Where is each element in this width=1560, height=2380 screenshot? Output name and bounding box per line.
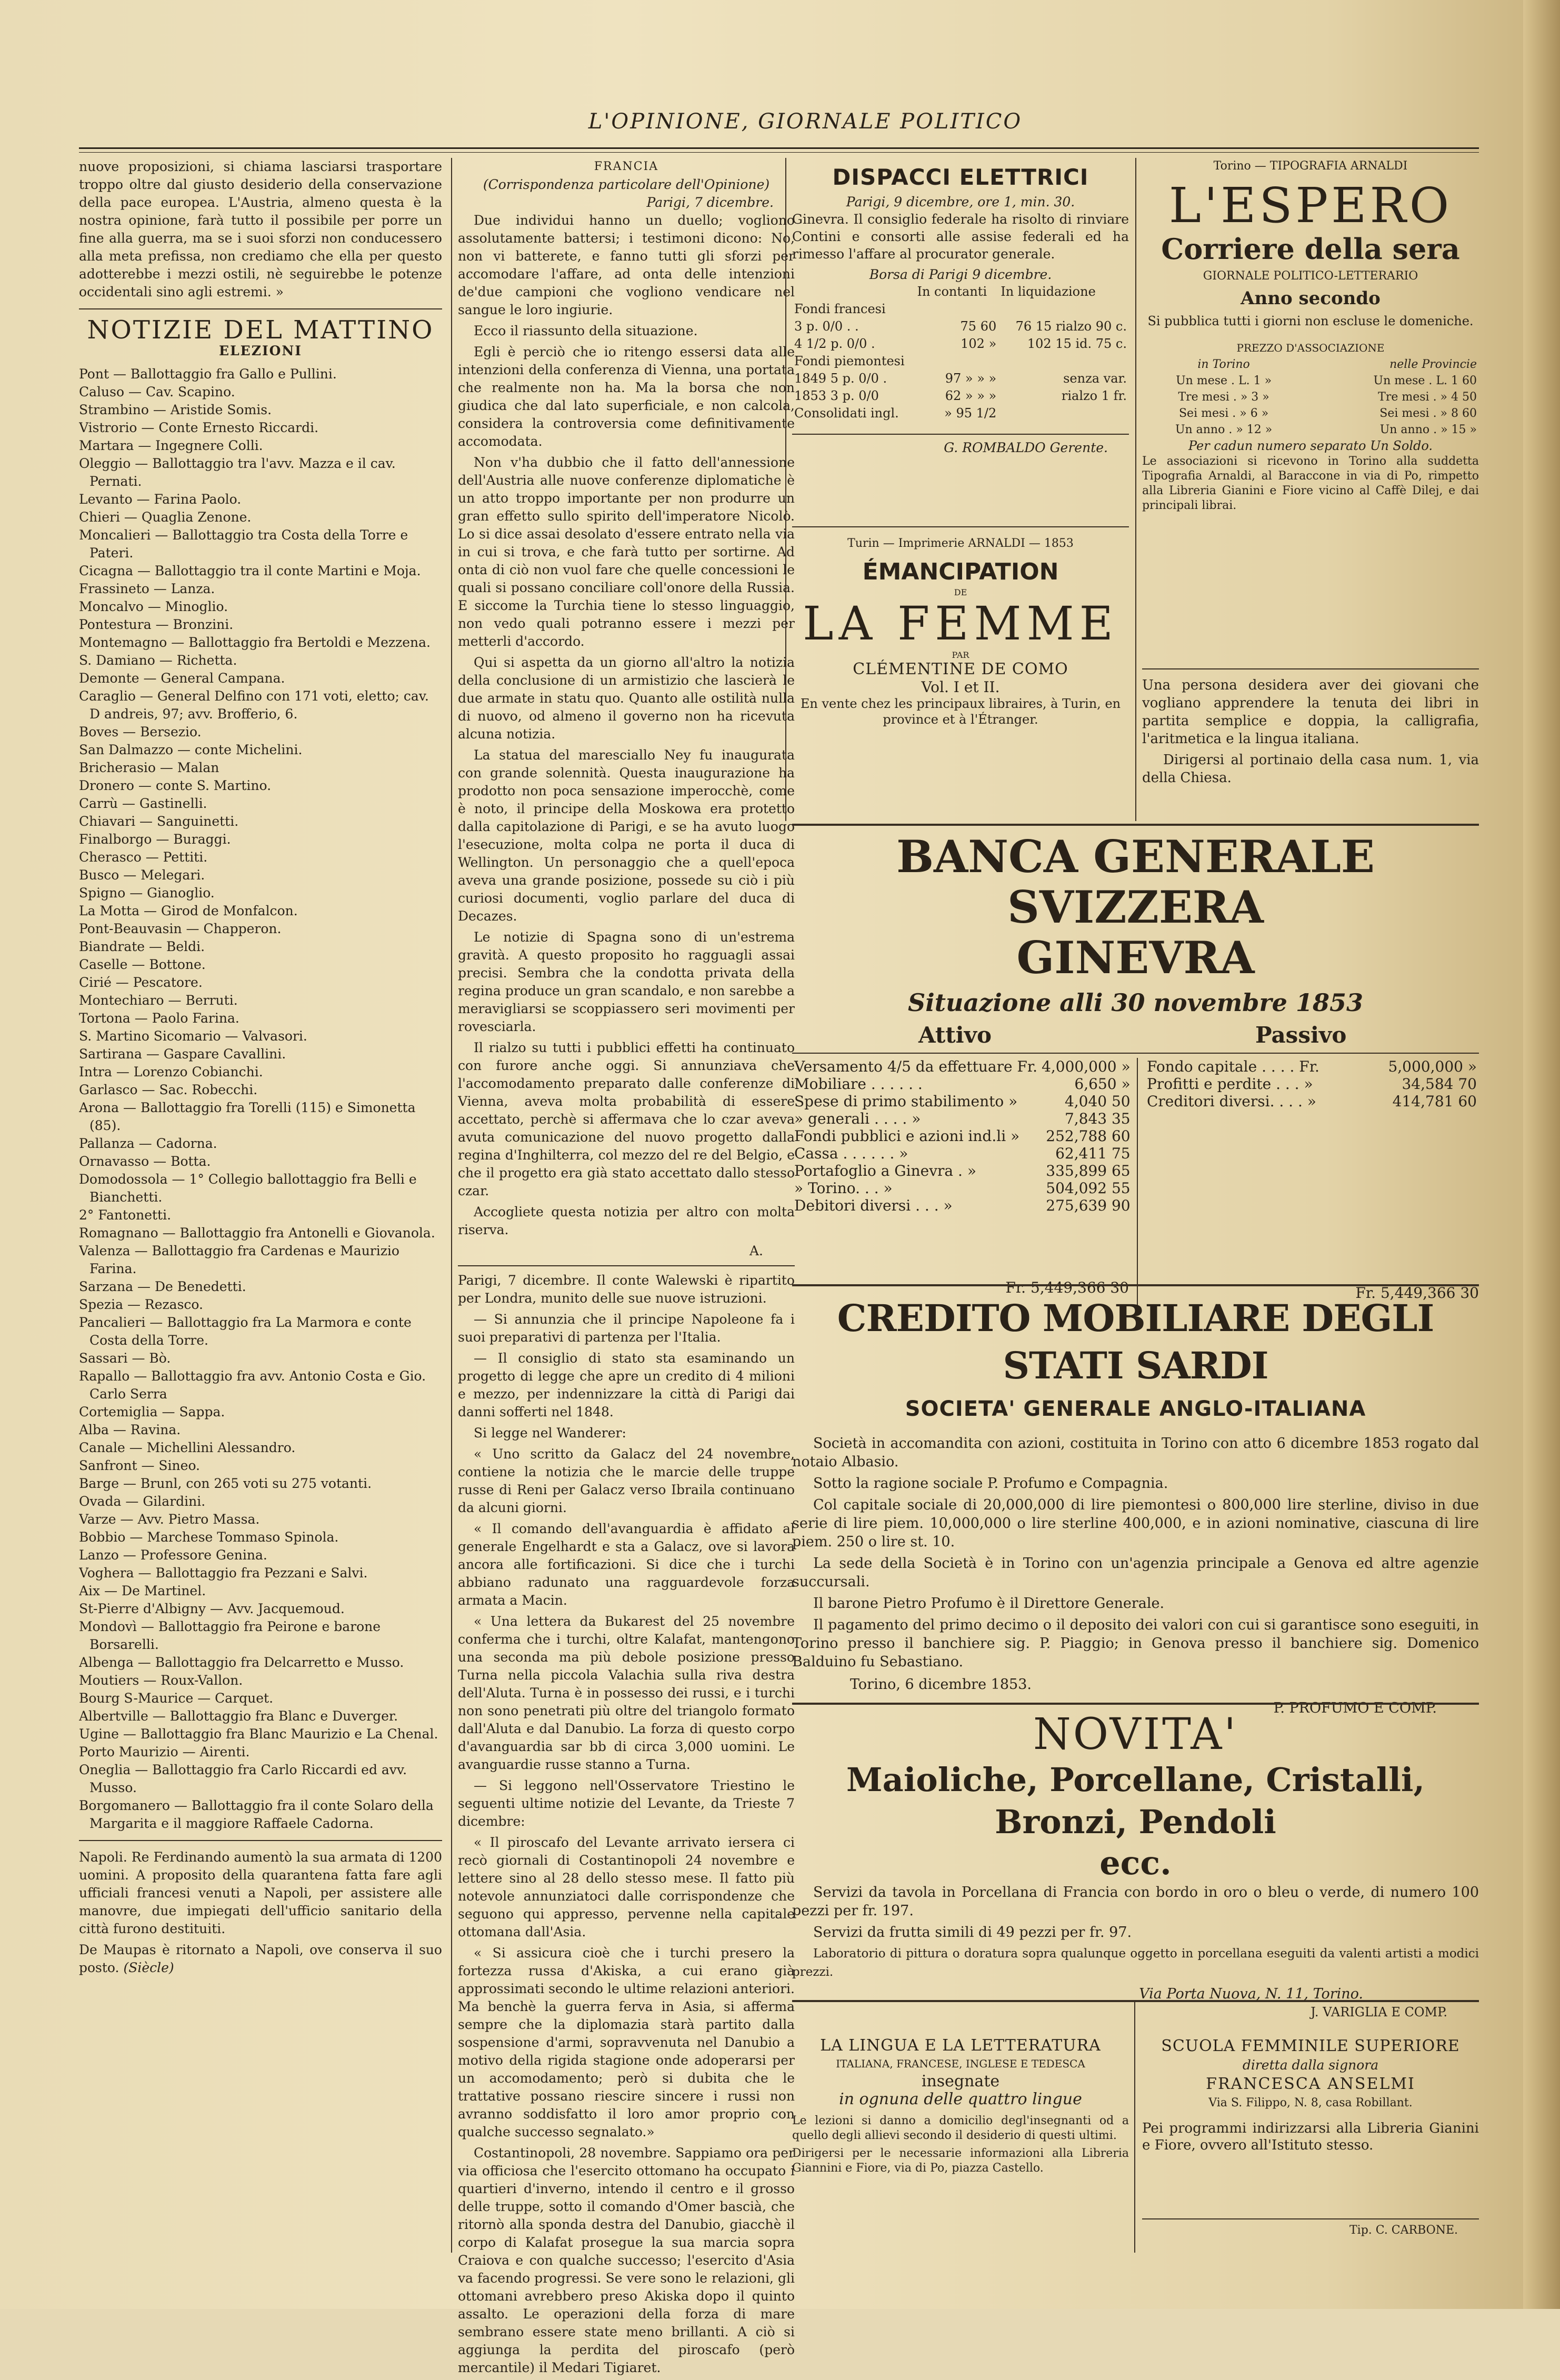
election-item: San Dalmazzo — conte Michelini. xyxy=(79,742,303,757)
paragraph: Si legge nel Wanderer: xyxy=(474,1425,626,1441)
attivo-table xyxy=(792,1058,1133,1214)
table-row: Fondi pubblici e azioni ind.li » 252,788 60 xyxy=(794,1127,1131,1145)
banca-title: BANCA GENERALE SVIZZERA xyxy=(896,832,1375,933)
election-item: Strambino — Aristide Somis. xyxy=(79,402,272,417)
table-row: 1849 5 p. 0/0 . 97 » » » senza var. xyxy=(794,371,1127,386)
paragraph: Il barone Pietro Profumo è il Direttore Generale. xyxy=(813,1595,1165,1612)
election-item: Carrù — Gastinelli. xyxy=(79,796,207,811)
maupas-paragraph: De Maupas è ritornato a Napoli, ove conserva il suo posto. (Siècle) xyxy=(79,1942,442,1975)
emancipation-ad: Turin — Imprimerie ARNALDI — 1853 ÉMANCIPATION DE LA FEMME PAR CLÉMENTINE DE COMO Vol. I et II. En vente chez les principaux libraires, à Turin, en province et à l'Étranger. xyxy=(792,537,1129,727)
table-row: Un anno . » 12 » Un anno . » 15 » xyxy=(1175,423,1477,436)
espero-ad: Torino — TIPOGRAFIA ARNALDI L'ESPERO Corriere della sera GIORNALE POLITICO-LETTERARIO Anno secondo Si pubblica tutti i giorni non escluse le domeniche. PREZZO D'ASSOCIAZIONE in Torino nelle Provincie Un mese . L. 1 » Un mese . L. 1 60 Tre mesi . » 3 » Tre mesi . » 4 50 Sei mesi . » 6 » Sei mesi . » 8 60 Un anno . » 12 » Un anno . » 15 » Per cadun numero separato Un Soldo. Le associazioni si ricevono in Torino alla suddetta Tipografia Arnaldi, al Baraccone in via di Po, rimpetto alla Libreria Gianini e Fiore vicino al Caffè Dilej, e dai principali librai. xyxy=(1142,159,1479,512)
situazione: Situazione alli 30 novembre 1853 xyxy=(908,988,1363,1017)
election-item: Chieri — Quaglia Zenone. xyxy=(79,509,252,525)
article-body xyxy=(458,212,795,1239)
gerente: G. ROMBALDO Gerente. xyxy=(944,440,1108,455)
table-row: Sei mesi . » 6 » Sei mesi . » 8 60 xyxy=(1178,407,1477,420)
borsa-table: In contanti In liquidazione Fondi francesi 3 p. 0/0 . . 75 60 76 15 rialzo 90 c. 4 1/2 p. 0/0 . 102 » 102 15 id. 75 c. Fondi piemontesi 1849 5 p. 0/0 . 97 » » » senza var. 1853 3 p. 0/0 62 » » » rialzo 1 fr. Consolidati ingl. » 95 1/2 xyxy=(792,283,1129,422)
article-body-2 xyxy=(458,1311,795,2377)
table-row: Portafoglio a Ginevra . » 335,899 65 xyxy=(794,1162,1131,1179)
election-item: Borgomanero — Ballottaggio fra il conte Solaro della Margarita e il maggiore Raffaele Cadorna. xyxy=(79,1798,434,1831)
election-item: Spezia — Rezasco. xyxy=(79,1297,203,1312)
election-item: Pontestura — Bronzini. xyxy=(79,617,234,632)
election-item: Albenga — Ballottaggio fra Delcarretto e Musso. xyxy=(79,1655,404,1670)
elections-list xyxy=(79,365,442,1833)
election-item: Boves — Bersezio. xyxy=(79,724,202,739)
election-item: Sarzana — De Benedetti. xyxy=(79,1279,246,1294)
election-item: Ugine — Ballottaggio fra Blanc Maurizio e La Chenal. xyxy=(79,1726,438,1742)
header-rule xyxy=(79,147,1479,153)
dispacci-title: DISPACCI ELETTRICI xyxy=(832,164,1089,190)
election-item: Vistrorio — Conte Ernesto Riccardi. xyxy=(79,420,319,435)
paragraph: Due individui hanno un duello; vogliono assolutamente battersi; i testimoni dicono: No, non vi batterete, e fanno tutti gli sforzi per accomodare l'affare, ad onta delle intenzioni de'due campioni che vogliono vendicare nel sangue le loro ingiurie. xyxy=(458,213,795,317)
election-item: 2° Fantonetti. xyxy=(79,1207,172,1223)
table-row: Spese di primo stabilimento » 4,040 50 xyxy=(794,1093,1131,1110)
la-femme-title: LA FEMME xyxy=(803,596,1118,651)
election-item: Pancalieri — Ballottaggio fra La Marmora e conte Costa della Torre. xyxy=(79,1315,412,1348)
table-row: 3 p. 0/0 . . 75 60 76 15 rialzo 90 c. xyxy=(794,319,1127,334)
election-item: Varze — Avv. Pietro Massa. xyxy=(79,1512,260,1527)
emancipation-title: ÉMANCIPATION xyxy=(862,558,1059,585)
election-item: Albertville — Ballottaggio fra Blanc e Duverger. xyxy=(79,1708,398,1724)
paragraph: « Uno scritto da Galacz del 24 novembre, contiene la notizia che le marcie delle truppe russe di Reni per Galacz verso Ibraila continuano da alcuni giorni. xyxy=(458,1446,795,1515)
paragraph: Il rialzo su tutti i pubblici effetti ha continuato con furore anche oggi. Si annunziava che l'accomodamento preparato dalle conferenze di Vienna, aveva molta probabilità di essere accettato, perchè si affermava che lo czar aveva avuta comunicazione del nuovo progetto dalla regina d'Inghilterra, col mezzo del re del Belgio, e che il progetto era già stato accettato dallo stesso czar. xyxy=(458,1040,795,1198)
paragraph: « Il comando dell'avanguardia è affidato al generale Engelhardt e sta a Galacz, ove si lavora ancora alle fortificazioni. Si dice che i turchi abbiano radunato una ragguardevole forza armata a Macin. xyxy=(458,1521,795,1608)
section-title: NOTIZIE DEL MATTINO xyxy=(87,315,434,345)
election-item: La Motta — Girod de Monfalcon. xyxy=(79,903,298,918)
election-item: Caluso — Cav. Scapino. xyxy=(79,384,235,399)
election-item: Sartirana — Gaspare Cavallini. xyxy=(79,1046,286,1062)
election-item: Cortemiglia — Sappa. xyxy=(79,1404,225,1419)
election-item: Bricherasio — Malan xyxy=(79,760,219,775)
election-item: Canale — Michellini Alessandro. xyxy=(79,1440,296,1455)
election-item: Garlasco — Sac. Robecchi. xyxy=(79,1082,258,1097)
election-item: Valenza — Ballottaggio fra Cardenas e Maurizio Farina. xyxy=(79,1243,399,1276)
correspondence-note: (Corrispondenza particolare dell'Opinione) xyxy=(483,177,770,192)
paragraph: Col capitale sociale di 20,000,000 di lire piemontesi o 800,000 lire sterline, diviso in due serie di lire piem. 10,000,000 o lire sterline 400,000, e in azioni nominative, ciascuna di lire piem. 250 o lire st. 10. xyxy=(792,1497,1479,1550)
column-divider xyxy=(451,158,452,2253)
election-item: Arona — Ballottaggio fra Torelli (115) e Simonetta (85). xyxy=(79,1100,416,1133)
election-item: Busco — Melegari. xyxy=(79,867,205,883)
table-row: Mobiliare . . . . . . 6,650 » xyxy=(794,1075,1131,1093)
table-row: 4 1/2 p. 0/0 . 102 » 102 15 id. 75 c. xyxy=(794,336,1127,351)
election-item: Bobbio — Marchese Tommaso Spinola. xyxy=(79,1529,339,1545)
election-item: Chiavari — Sanguinetti. xyxy=(79,814,239,829)
signature: A. xyxy=(749,1243,763,1258)
election-item: Moncalvo — Minoglio. xyxy=(79,599,228,614)
election-item: Caraglio — General Delfino con 171 voti, eletto; cav. D andreis, 97; avv. Brofferio, 6. xyxy=(79,688,429,722)
election-item: Finalborgo — Buraggi. xyxy=(79,832,231,847)
election-item: S. Martino Sicomario — Valvasori. xyxy=(79,1028,307,1044)
napoli-paragraph: Napoli. Re Ferdinando aumentò la sua armata di 1200 uomini. A proposito della quarantena fatta fare agli ufficiali francesi venuti a Napoli, per assistere alle manovre, due impiegati dell'ufficio sanitario della città furono destituiti. xyxy=(79,1849,442,1936)
election-item: Aix — De Martinel. xyxy=(79,1583,206,1598)
table-row: » generali . . . . » 7,843 35 xyxy=(794,1110,1131,1127)
paragraph: Qui si aspetta da un giorno all'altro la notizia della conclusione di un armistizio che lascierà le due armate in statu quo. Quanto alle ostilità nulla di nuovo, od almeno il governo non ha ricevuta alcuna notizia. xyxy=(458,655,795,742)
election-item: Levanto — Farina Paolo. xyxy=(79,492,242,507)
election-item: Biandrate — Beldi. xyxy=(79,939,205,954)
table-row: Profitti e perdite . . . » 34,584 70 xyxy=(1147,1075,1477,1093)
election-item: Mondovì — Ballottaggio fra Peirone e barone Borsarelli. xyxy=(79,1619,381,1652)
credito-title: CREDITO MOBILIARE DEGLI STATI SARDI xyxy=(837,1296,1434,1387)
election-item: Pont — Ballottaggio fra Gallo e Pullini. xyxy=(79,366,337,382)
election-item: Rapallo — Ballottaggio fra avv. Antonio Costa e Gio. Carlo Serra xyxy=(79,1368,426,1402)
election-item: Intra — Lorenzo Cobianchi. xyxy=(79,1064,263,1079)
paragraph: — Si leggono nell'Osservatore Triestino le seguenti ultime notizie del Levante, da Trieste 7 dicembre: xyxy=(458,1778,795,1829)
paragraph: La sede della Società è in Torino con un'agenzia principale a Genova ed altre agenzie succursali. xyxy=(792,1555,1479,1590)
paragraph: — Il consiglio di stato sta esaminando un progetto di legge che apre un credito di 4 milioni e mezzo, per indennizzare la città di Parigi dai danni sofferti nel 1848. xyxy=(458,1351,795,1419)
election-item: S. Damiano — Richetta. xyxy=(79,653,237,668)
credito-ad: CREDITO MOBILIARE DEGLI STATI SARDI SOCIETA' GENERALE ANGLO-ITALIANA Società in accomandita con azioni, costituita in Torino con atto 6 dicembre 1853 rogato dal notaio Albasio. Sotto la ragione sociale P. Profumo e Compagnia. Col capitale sociale di 20,000,000 di lire piemontesi o 800,000 lire sterline, diviso in due serie di lire piem. 10,000,000 o lire sterline 400,000, e in azioni nominative, ciascuna di lire piem. 250 o lire st. 10. La sede della Società è in Torino con un'agenzia principale a Genova ed altre agenzie succursali. Il barone Pietro Profumo è il Direttore Generale. Il pagamento del primo decimo o il deposito dei valori con cui si garantisce sono eseguiti, in Torino presso il banchiere sig. P. Piaggio; in Genova presso il banchiere sig. Domenico Balduino fu Sebastiano. Torino, 6 dicembre 1853. P. PROFUMO E COMP. xyxy=(792,1295,1479,1717)
francia-heading: FRANCIA xyxy=(594,160,659,173)
dispacci-dateline: Parigi, 9 dicembre, ore 1, min. 30. xyxy=(846,194,1075,209)
scuola-ad: SCUOLA FEMMINILE SUPERIORE diretta dalla signora FRANCESCA ANSELMI Via S. Filippo, N. 8, casa Robillant. Pei programmi indirizzarsi alla Libreria Gianini e Fiore, ovvero all'Istituto stesso. xyxy=(1142,2037,1479,2153)
election-item: Lanzo — Professore Genina. xyxy=(79,1547,267,1563)
election-item: Frassineto — Lanza. xyxy=(79,581,215,596)
novita-ad: NOVITA' Maioliche, Porcellane, Cristalli, Bronzi, Pendoli ecc. Servizi da tavola in Porcellana di Francia con bordo in oro o bleu o verde, di numero 100 pezzi per fr. 197. Servizi da frutta simili di 49 pezzi per fr. 97. Laboratorio di pittura o doratura sopra qualunque oggetto in porcellana eseguiti da valenti artisti a modici prezzi. Via Porta Nuova, N. 11, Torino. J. VARIGLIA E COMP. xyxy=(792,1711,1479,2019)
lead-paragraph: nuove proposizioni, si chiama lasciarsi trasportare troppo oltre dal giusto desiderio della conservazione della pace europea. L'Austria, almeno questa è la nostra opinione, farà tutto il possibile per porre un fine alla guerra, ma se i suoi sforzi non conducessero alla meta prefissa, non crediamo che ella per questo adotterebbe i mezzi ostili, nè seguirebbe le potenze occidentali sino agli estremi. » xyxy=(79,159,442,299)
election-item: Romagnano — Ballottaggio fra Antonelli e Giovanola. xyxy=(79,1225,435,1241)
paragraph: Sotto la ragione sociale P. Profumo e Compagnia. xyxy=(813,1475,1168,1492)
novita-title: NOVITA' xyxy=(1033,1711,1238,1759)
election-item: Voghera — Ballottaggio fra Pezzani e Salvi. xyxy=(79,1565,368,1581)
author: CLÉMENTINE DE COMO xyxy=(853,660,1068,678)
column-2 xyxy=(458,158,795,2380)
election-item: Bourg S-Maurice — Carquet. xyxy=(79,1691,274,1706)
election-item: Sassari — Bò. xyxy=(79,1351,171,1366)
table-row: Un mese . L. 1 » Un mese . L. 1 60 xyxy=(1176,374,1477,387)
election-item: Spigno — Gianoglio. xyxy=(79,885,215,901)
paragraph: « Una lettera da Bukarest del 25 novembre conferma che i turchi, oltre Kalafat, mantengono una seconda ma più debole posizione presso Turna nella piccola Valachia sulla riva destra dell'Aluta. Turna è in possesso dei russi, e i turchi non sono penetrati più oltre del triangolo formato dall'Aluta e dal Danubio. La forza di questo corpo d'avanguardia sar bb di circa 3,000 uomini. Le avanguardie russe stanno a Turna. xyxy=(458,1614,795,1772)
printer-imprint: Tip. C. CARBONE. xyxy=(1349,2224,1458,2237)
lingua-ad: LA LINGUA E LA LETTERATURA ITALIANA, FRANCESE, INGLESE E TEDESCA insegnate in ognuna delle quattro lingue Le lezioni si danno a domicilio degl'insegnanti od a quello degli allievi secondo il desiderio di questi ultimi. Dirigersi per le necessarie informazioni alla Libreria Giannini e Fiore, via di Po, piazza Castello. xyxy=(792,2037,1129,2175)
election-item: Alba — Ravina. xyxy=(79,1422,181,1437)
borsa-heading: Borsa di Parigi 9 dicembre. xyxy=(869,267,1052,282)
table-row: » Torino. . . » 504,092 55 xyxy=(794,1179,1131,1197)
election-item: St-Pierre d'Albigny — Avv. Jacquemoud. xyxy=(79,1601,345,1616)
election-item: Montechiaro — Berruti. xyxy=(79,993,238,1008)
election-item: Domodossola — 1° Collegio ballottaggio fra Belli e Bianchetti. xyxy=(79,1172,417,1205)
paragraph: « Il piroscafo del Levante arrivato iersera ci recò giornali di Costantinopoli 24 novembre e lettere sino al 28 dello stesso mese. Il fatto più notevole annunziatoci dalle corrispondenze che seguono qui appresso, pervenne nella capitale ottomana dall'Asia. xyxy=(458,1835,795,1939)
price-table: in Torino nelle Provincie Un mese . L. 1 » Un mese . L. 1 60 Tre mesi . » 3 » Tre mesi . » 4 50 Sei mesi . » 6 » Sei mesi . » 8 60 Un anno . » 12 » Un anno . » 15 » xyxy=(1142,356,1479,438)
paragraph: Egli è perciò che io ritengo essersi data alle intenzioni della conferenza di Vienna, una portata che realmente non ha. Ma la borsa che non giudica che dal lato superficiale, e non calcola, considera la controversia come definitivamente accomodata. xyxy=(458,344,795,449)
table-row: Fondo capitale . . . . Fr. 5,000,000 » xyxy=(1147,1058,1477,1075)
election-item: Ornavasso — Botta. xyxy=(79,1154,211,1169)
election-item: Pont-Beauvasin — Chapperon. xyxy=(79,921,282,936)
masthead: L'OPINIONE, GIORNALE POLITICO xyxy=(588,109,1023,134)
election-item: Porto Maurizio — Airenti. xyxy=(79,1744,250,1759)
column-1 xyxy=(79,158,442,1980)
election-item: Sanfront — Sineo. xyxy=(79,1458,201,1473)
table-row: Debitori diversi . . . » 275,639 90 xyxy=(794,1197,1131,1214)
election-item: Demonte — General Campana. xyxy=(79,671,285,686)
banca-ad: BANCA GENERALE SVIZZERA GINEVRA Situazione alli 30 novembre 1853 Attivo Passivo Versamento 4/5 da effettuare Fr. 4,000,000 » Mobiliare . . . . . . 6,650 » Spese di primo stabilimento » 4,040 50 » generali . . . . » 7,843 35 Fondi pubblici e azioni ind.li » 252,788 60 Cassa . . . . . . » 62,411 75 Portafoglio a Ginevra . » 335,899 65 » Torino. . . » 504,092 55 Debitori diversi . . . » 275,639 90 Fondo capitale . . . . Fr. 5,000,000 » Profitti e perdite . . . » 34,584 70 Creditori diversi. . . . » 414,781 60 Fr. 5,449,366 30 Fr. 5,449,366 30 xyxy=(792,832,1479,1321)
table-row: Cassa . . . . . . » 62,411 75 xyxy=(794,1145,1131,1162)
table-row: Consolidati ingl. » 95 1/2 xyxy=(794,406,997,421)
paragraph: Non v'ha dubbio che il fatto dell'annessione dell'Austria alle nuove conferenze diplomatiche è un atto troppo importante per non produrre un gran effetto sullo spirito dell'imperatore Nicolò. Lo si dice assai desolato d'essere entrato nella via in cui si trova, e che farà tutto per sortirne. Ad onta di ciò non vuol fare che quelle concessioni le quali si possano conciliare coll'onore della Russia. E siccome la Turchia tiene lo stesso linguaggio, non vedo quali potranno essere i mezzi per metterli d'accordo. xyxy=(458,455,795,649)
paragraph: Le notizie di Spagna sono di un'estrema gravità. A questo proposito ho ragguagli assai precisi. Sembra che la condotta privata della regina produce un gran scandalo, e non sarebbe a meravigliarsi se scoppiassero seri movimenti per rovesciarla. xyxy=(458,929,795,1034)
ginevra-paragraph: Ginevra. Il consiglio federale ha risolto di rinviare Contini e consorti alle assise federali ed ha rimesso l'affare al procurator generale. xyxy=(792,212,1129,262)
paragraph: Società in accomandita con azioni, costituita in Torino con atto 6 dicembre 1853 rogato dal notaio Albasio. xyxy=(792,1435,1479,1470)
table-row: Tre mesi . » 3 » Tre mesi . » 4 50 xyxy=(1178,391,1477,404)
paragraph: — Si annunzia che il principe Napoleone fa i suoi preparativi di partenza per l'Italia. xyxy=(458,1312,795,1345)
election-item: Caselle — Bottone. xyxy=(79,957,206,972)
table-row: Creditori diversi. . . . » 414,781 60 xyxy=(1147,1093,1477,1110)
paragraph: La statua del maresciallo Ney fu inaugurata con grande solennità. Questa inaugurazione ha prodotto non poca sensazione imperocchè, come è noto, il principe della Moskowa era protetto dalla capitolazione di Parigi, e se ha avuto luogo l'esecuzione, molta colpa ne porta il duca di Wellington. Un personaggio che a quell'epoca aveva una grande posizione, possede su ciò i più curiosi documenti, voglio parlare del duca di Decazes. xyxy=(458,747,795,924)
election-item: Martara — Ingegnere Colli. xyxy=(79,438,263,453)
paragraph: « Si assicura cioè che i turchi presero la fortezza russa d'Akiska, a cui erano già approssimati secondo le ultime relazioni anteriori. Ma benchè la guerra ferva in Asia, si afferma sempre che la diplomazia starà partito dalla sospensione d'armi, sopravvenuta nel Danubio a motivo della rigida stagione onde adoperarsi per un accomodamento; però si dubita che le trattative possano riescire sincere i russi non avranno soddisfatto il loro amor proprio con qualche successo segnalato.» xyxy=(458,1945,795,2139)
espero-subtitle: Corriere della sera xyxy=(1161,232,1460,266)
passivo-table xyxy=(1145,1058,1479,1110)
paragraph: Accogliete questa notizia per altro con molta riserva. xyxy=(458,1204,795,1237)
election-item: Moutiers — Roux-Vallon. xyxy=(79,1673,243,1688)
election-item: Moncalieri — Ballottaggio tra Costa della Torre e Pateri. xyxy=(79,527,408,561)
paragraph: Ecco il riassunto della situazione. xyxy=(474,323,698,338)
page-edge xyxy=(1523,0,1560,2309)
section-subtitle: ELEZIONI xyxy=(219,343,302,358)
election-item: Cherasco — Pettiti. xyxy=(79,849,208,865)
dispacci-block xyxy=(792,158,1129,456)
paragraph: Costantinopoli, 28 novembre. Sappiamo ora per via officiosa che l'esercito ottomano ha occupato i quartieri d'inverno, intendo il centro e il grosso delle truppe, sotto il comando d'Omer bascià, che ritornò alla sponda destra del Danubio, giacchè il corpo di Kalafat prosegue la sua marcia sopra Craiova e con qualche successo; l'esercito d'Asia va facendo progressi. Se vere sono le relazioni, gli ottomani avrebbero preso Akiska dopo il quinto assalto. Le operazioni della forza di mare sembrano essere state meno brillanti. A ciò si aggiunga la perdita del piroscafo (però mercantile) il Medari Tigiaret. xyxy=(458,2145,795,2375)
election-item: Oneglia — Ballottaggio fra Carlo Riccardi ed avv. Musso. xyxy=(79,1762,407,1795)
election-item: Cicagna — Ballottaggio tra il conte Martini e Moja. xyxy=(79,563,421,578)
election-item: Ovada — Gilardini. xyxy=(79,1494,206,1509)
election-item: Cirié — Pescatore. xyxy=(79,975,203,990)
table-row: 1853 3 p. 0/0 62 » » » rialzo 1 fr. xyxy=(794,388,1127,403)
election-item: Dronero — conte S. Martino. xyxy=(79,778,272,793)
election-item: Pallanza — Cadorna. xyxy=(79,1136,217,1151)
paragraph: Il pagamento del primo decimo o il deposito dei valori con cui si garantisce sono eseguiti, in Torino presso il banchiere sig. P. Piaggio; in Genova presso il banchiere sig. Domenico Balduino fu Sebastiano. xyxy=(792,1617,1479,1670)
election-item: Montemagno — Ballottaggio fra Bertoldi e Mezzena. xyxy=(79,635,431,650)
giovani-ad: Una persona desidera aver dei giovani che vogliano apprendere la tenuta dei libri in partita semplice e doppia, la calligrafia, l'aritmetica e la lingua italiana. Dirigersi al portinaio della casa num. 1, via della Chiesa. xyxy=(1142,677,1479,786)
election-item: Oleggio — Ballottaggio tra l'avv. Mazza e il cav. Pernati. xyxy=(79,456,396,489)
table-row: Versamento 4/5 da effettuare Fr. 4,000,000 » xyxy=(794,1058,1131,1075)
dateline: Parigi, 7 dicembre. xyxy=(646,195,774,210)
column-divider xyxy=(1135,158,1136,821)
espero-title: L'ESPERO xyxy=(1168,177,1453,234)
paris-paragraph: Parigi, 7 dicembre. Il conte Walewski è ripartito per Londra, munito delle sue nuove istruzioni. xyxy=(458,1273,795,1306)
election-item: Tortona — Paolo Farina. xyxy=(79,1011,239,1026)
election-item: Barge — Brunl, con 265 voti su 275 votanti. xyxy=(79,1476,372,1491)
